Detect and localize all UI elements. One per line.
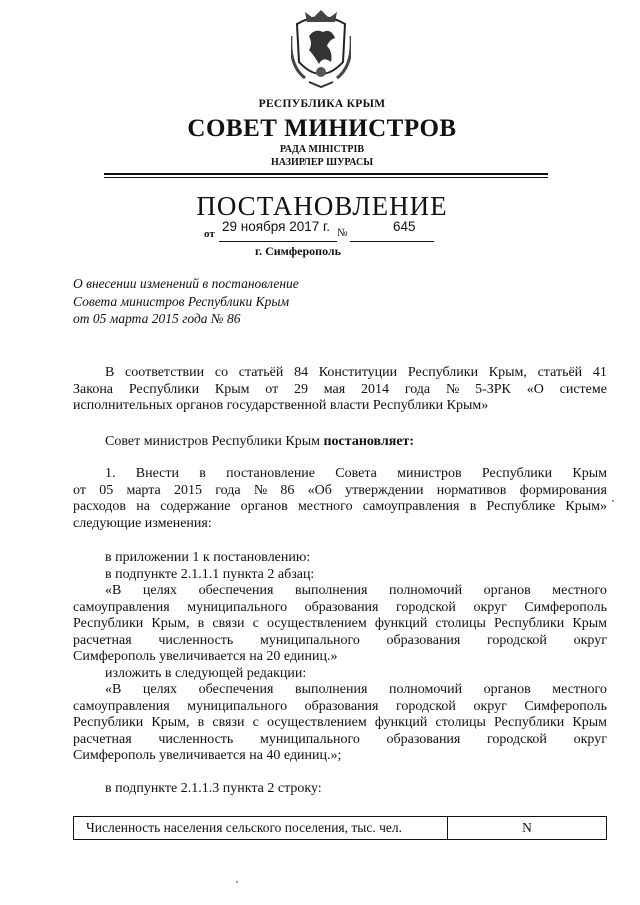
word: Крым» bbox=[565, 499, 607, 514]
subpoint-1-line: в подпункте 2.1.1.1 пункта 2 абзац: bbox=[105, 566, 315, 582]
word: столицы bbox=[435, 616, 486, 631]
changes-section bbox=[73, 550, 607, 797]
word: Внести bbox=[135, 466, 179, 481]
word: осуществлением bbox=[267, 715, 367, 730]
word: Симферополь bbox=[524, 599, 607, 615]
word: Республике bbox=[486, 499, 556, 514]
word: со bbox=[214, 365, 229, 380]
from-label: от bbox=[204, 228, 215, 240]
word: обеспечения bbox=[198, 583, 274, 598]
preamble-line: исполнительных органов государственной власти Республики Крым» bbox=[73, 398, 489, 413]
word: численность bbox=[158, 632, 234, 648]
word: 1. bbox=[105, 466, 116, 481]
word: целях bbox=[142, 583, 178, 598]
word: муниципального bbox=[187, 698, 288, 714]
word: 5-ЗРК bbox=[475, 381, 511, 397]
scan-speck bbox=[612, 500, 614, 502]
word: Симферополь bbox=[524, 698, 607, 714]
word: 41 bbox=[592, 365, 607, 380]
word: № bbox=[253, 482, 268, 498]
word: года bbox=[404, 381, 431, 397]
new-text-line bbox=[73, 715, 607, 732]
new-text-line bbox=[73, 682, 607, 699]
restate-line: изложить в следующей редакции: bbox=[105, 665, 307, 681]
old-text-line bbox=[73, 600, 607, 617]
word: Республики bbox=[481, 466, 553, 481]
word: самоуправления bbox=[73, 698, 170, 714]
word: самоуправления bbox=[73, 599, 170, 615]
word: В bbox=[105, 365, 115, 380]
word: от bbox=[73, 482, 86, 498]
word: мая bbox=[323, 381, 346, 397]
word: статьёй bbox=[537, 365, 583, 380]
word: Республики bbox=[128, 381, 200, 397]
word: формирования bbox=[519, 482, 607, 498]
new-text-line bbox=[73, 732, 607, 749]
scan-speck bbox=[236, 881, 238, 883]
republic-name: РЕСПУБЛИКА КРЫМ bbox=[258, 98, 386, 110]
word: нормативов bbox=[436, 482, 507, 498]
word: Крым bbox=[572, 715, 607, 730]
word: марта bbox=[126, 482, 161, 498]
word: Республики bbox=[494, 715, 565, 730]
word: органов bbox=[240, 499, 288, 514]
word: «Об bbox=[307, 482, 332, 498]
word: городской bbox=[487, 731, 547, 747]
item-1-line bbox=[73, 466, 607, 483]
word: расчетная bbox=[73, 632, 132, 648]
word: № bbox=[445, 381, 460, 397]
word: муниципального bbox=[259, 632, 360, 648]
word: округ bbox=[473, 599, 507, 615]
word: «В bbox=[105, 583, 122, 598]
item-1-line: следующие изменения: bbox=[73, 515, 212, 531]
new-text-line bbox=[73, 699, 607, 716]
item-1-paragraph bbox=[73, 466, 607, 532]
word: связи bbox=[212, 715, 245, 730]
resolution-verb: постановляет: bbox=[323, 434, 415, 449]
word: Республики bbox=[407, 365, 479, 380]
word: столицы bbox=[435, 715, 486, 730]
word: численность bbox=[158, 731, 234, 747]
number-label: № bbox=[337, 227, 348, 239]
word: муниципального bbox=[187, 599, 288, 615]
document-subject bbox=[73, 275, 299, 328]
word: от bbox=[265, 381, 279, 397]
word: в bbox=[197, 715, 205, 730]
date-number-line bbox=[204, 220, 434, 242]
word: городской bbox=[396, 698, 456, 714]
word: Закона bbox=[73, 381, 114, 397]
council-name-ukrainian: РАДА МIНIСТРIВ bbox=[279, 144, 365, 155]
word: Конституции bbox=[318, 365, 398, 380]
word: Крым bbox=[572, 466, 607, 481]
word: полномочий bbox=[389, 682, 463, 697]
word: 86 bbox=[280, 482, 295, 498]
crimea-coat-of-arms-icon bbox=[291, 6, 351, 88]
word: округ bbox=[573, 632, 607, 648]
word: в bbox=[469, 499, 477, 514]
preamble-paragraph bbox=[73, 365, 607, 415]
word: расходов bbox=[73, 499, 127, 514]
word: связи bbox=[212, 616, 245, 631]
preamble-line bbox=[73, 382, 607, 399]
word: 05 bbox=[99, 482, 114, 498]
word: в bbox=[199, 466, 206, 481]
word: статьёй bbox=[238, 365, 284, 380]
word: образования bbox=[386, 632, 461, 648]
word: «В bbox=[105, 682, 122, 697]
word: выполнения bbox=[294, 682, 368, 697]
word: утверждении bbox=[345, 482, 424, 498]
word: округ bbox=[473, 698, 507, 714]
subject-line: от 05 марта 2015 года № 86 bbox=[73, 311, 241, 326]
word: системе bbox=[559, 381, 607, 397]
resolution-text: Совет министров Республики Крым bbox=[105, 434, 324, 449]
item-1-line bbox=[73, 499, 607, 516]
new-text-line: Симферополь увеличивается на 40 единиц.»; bbox=[73, 748, 342, 763]
word: выполнения bbox=[294, 583, 368, 598]
item-1-line bbox=[73, 483, 607, 500]
word: соответствии bbox=[125, 365, 205, 380]
word: Республики bbox=[494, 616, 565, 631]
table-cell-label: Численность населения сельского поселения, тыс. чел. bbox=[74, 817, 448, 839]
appendix-line: в приложении 1 к постановлению: bbox=[105, 550, 311, 565]
old-text-line bbox=[73, 616, 607, 633]
word: образования bbox=[386, 731, 461, 747]
word: 2014 bbox=[361, 381, 390, 397]
table-cell-value: N bbox=[522, 820, 532, 835]
old-text-line bbox=[73, 583, 607, 600]
subject-line: Совета министров Республики Крым bbox=[73, 293, 290, 309]
date-underline bbox=[219, 241, 337, 242]
handwritten-date: 29 ноября 2017 г. bbox=[222, 219, 330, 234]
council-name-crimean-tatar: НАЗИРЛЕР ШУРАСЫ bbox=[270, 157, 374, 168]
word: функций bbox=[374, 715, 428, 730]
word: с bbox=[252, 616, 259, 631]
number-underline bbox=[350, 241, 434, 242]
word: Совета bbox=[335, 466, 377, 481]
word: расчетная bbox=[73, 731, 132, 747]
word: Крым, bbox=[488, 365, 527, 380]
word: обеспечения bbox=[198, 682, 274, 697]
word: целях bbox=[142, 682, 178, 697]
word: Крым bbox=[214, 381, 250, 397]
word: содержание bbox=[160, 499, 231, 514]
word: министров bbox=[397, 466, 462, 481]
council-name: СОВЕТ МИНИСТРОВ bbox=[187, 115, 457, 142]
handwritten-number: 645 bbox=[393, 219, 416, 234]
word: Республики bbox=[73, 715, 144, 730]
word: Республики bbox=[73, 616, 144, 631]
word: местного bbox=[552, 583, 607, 598]
word: местного bbox=[552, 682, 607, 697]
word: Крым bbox=[572, 616, 607, 631]
header-rule-thick bbox=[104, 173, 548, 175]
preamble-line bbox=[73, 365, 607, 382]
word: «О bbox=[526, 381, 544, 397]
word: округ bbox=[573, 731, 607, 747]
old-text-line: Симферополь увеличивается на 20 единиц.» bbox=[73, 649, 338, 664]
word: органов bbox=[483, 682, 531, 697]
word: года bbox=[215, 482, 241, 498]
word: муниципального bbox=[259, 731, 360, 747]
word: функций bbox=[374, 616, 428, 631]
word: на bbox=[136, 499, 150, 514]
word: 2015 bbox=[173, 482, 202, 498]
word: постановление bbox=[226, 466, 316, 481]
document-type-title: ПОСТАНОВЛЕНИЕ bbox=[196, 191, 448, 221]
word: 84 bbox=[294, 365, 309, 380]
word: с bbox=[252, 715, 259, 730]
population-table bbox=[73, 816, 607, 840]
word: образования bbox=[304, 599, 379, 615]
word: осуществлением bbox=[267, 616, 367, 631]
word: местного bbox=[297, 499, 353, 514]
word: Крым, bbox=[151, 715, 190, 730]
city-label: г. Симферополь bbox=[255, 244, 341, 258]
subpoint-2-line: в подпункте 2.1.1.3 пункта 2 строку: bbox=[105, 780, 322, 796]
word: 29 bbox=[294, 381, 308, 397]
word: городской bbox=[396, 599, 456, 615]
word: городской bbox=[487, 632, 547, 648]
word: образования bbox=[304, 698, 379, 714]
word: самоуправления bbox=[362, 499, 460, 514]
word: Крым, bbox=[151, 616, 190, 631]
subject-line: О внесении изменений в постановление bbox=[73, 276, 299, 291]
word: в bbox=[197, 616, 205, 631]
header-rule-thin bbox=[104, 177, 548, 178]
old-text-line bbox=[73, 633, 607, 650]
resolution-paragraph bbox=[73, 434, 639, 451]
word: полномочий bbox=[389, 583, 463, 598]
word: органов bbox=[483, 583, 531, 598]
